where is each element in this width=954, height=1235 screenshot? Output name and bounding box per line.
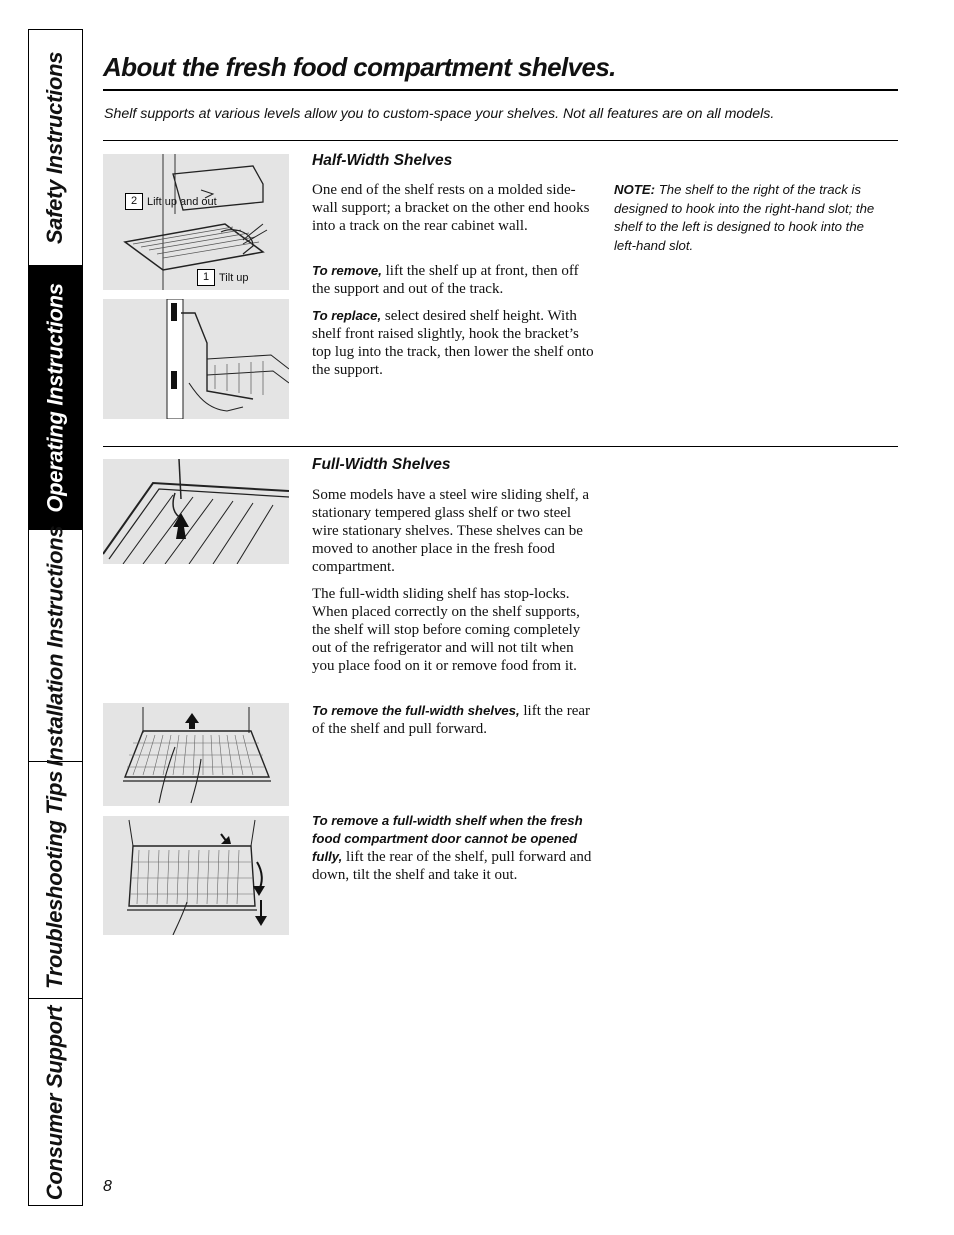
tab-label: Troubleshooting Tips [42, 770, 68, 990]
page-number: 8 [103, 1178, 112, 1195]
tab-label: Operating Instructions [42, 282, 68, 513]
title-rule [103, 89, 898, 91]
half-width-description: One end of the shelf rests on a molded side-wall support; a bracket on the other end hooks into a track on the rear cabinet wall. [312, 182, 590, 234]
remove-text: lift the shelf up at front, then off the support and out of the track. [312, 263, 579, 297]
half-width-replace-instructions [312, 307, 598, 379]
half-width-heading: Half-Width Shelves [312, 152, 453, 169]
remove2-lead: To remove a full-width shelf when the fresh food compartment door cannot be opened fully, [312, 813, 583, 864]
replace-lead: To replace, [312, 308, 382, 323]
full-width-shelf-tilt-remove-illustration [103, 816, 289, 935]
full-width-description: Some models have a steel wire sliding shelf, a stationary tempered glass shelf or two steel wire stationary shelves. These shelves can be moved to another place in the fresh food compartment. [312, 487, 590, 575]
remove-lead: To remove, [312, 263, 382, 278]
remove2-text: lift the rear of the shelf, pull forward and down, tilt the shelf and take it out. [312, 849, 592, 883]
full-width-shelf-stop-lock-illustration [103, 459, 289, 564]
callout-label: Tilt up [219, 271, 249, 284]
tab-label: Safety Instructions [42, 51, 68, 244]
page-title: About the fresh food compartment shelves. [103, 52, 616, 82]
section-divider [103, 140, 898, 141]
tab-operating-instructions[interactable] [29, 266, 82, 530]
full-width-shelf-pull-forward-illustration [103, 703, 289, 806]
callout-number: 2 [125, 193, 143, 210]
shelf-bracket-track-illustration [103, 299, 289, 419]
note-text: The shelf to the right of the track is designed to hook into the right-hand slot; the shelf to the left is designed to hook into the left-hand slot. [614, 182, 875, 253]
tab-troubleshooting-tips[interactable] [29, 762, 82, 999]
half-width-remove-instructions [312, 262, 598, 298]
callout-lift-up-and-out [125, 193, 217, 210]
full-width-remove-instructions [312, 702, 598, 738]
tab-label: Consumer Support [42, 1005, 68, 1201]
note-lead: NOTE: [614, 182, 656, 197]
section-tabs [28, 29, 83, 1206]
tab-safety-instructions[interactable] [29, 30, 82, 266]
tab-installation-instructions[interactable] [29, 525, 82, 766]
section-divider [103, 446, 898, 447]
half-width-shelf-lift-illustration [103, 154, 289, 290]
callout-tilt-up [197, 269, 249, 286]
remove-text: lift the rear of the shelf and pull forward. [312, 703, 591, 737]
half-width-note [614, 181, 879, 255]
callout-label: Lift up and out [147, 195, 217, 208]
full-width-remove-door-restricted [312, 812, 598, 884]
remove-lead: To remove the full-width shelves, [312, 703, 520, 718]
replace-text: select desired shelf height. With shelf front raised slightly, hook the bracket’s top lug into the track, then lower the shelf onto the support. [312, 308, 594, 378]
full-width-stop-locks: The full-width sliding shelf has stop-locks. When placed correctly on the shelf supports, the shelf will stop before coming completely out of the refrigerator and will not tilt when you place food on it or remove food from it. [312, 586, 581, 674]
tab-label: Installation Instructions [42, 525, 68, 766]
tab-consumer-support[interactable] [29, 999, 82, 1207]
full-width-heading: Full-Width Shelves [312, 456, 451, 473]
callout-number: 1 [197, 269, 215, 286]
intro-text: Shelf supports at various levels allow you to custom-space your shelves. Not all features are on all models. [104, 106, 775, 122]
